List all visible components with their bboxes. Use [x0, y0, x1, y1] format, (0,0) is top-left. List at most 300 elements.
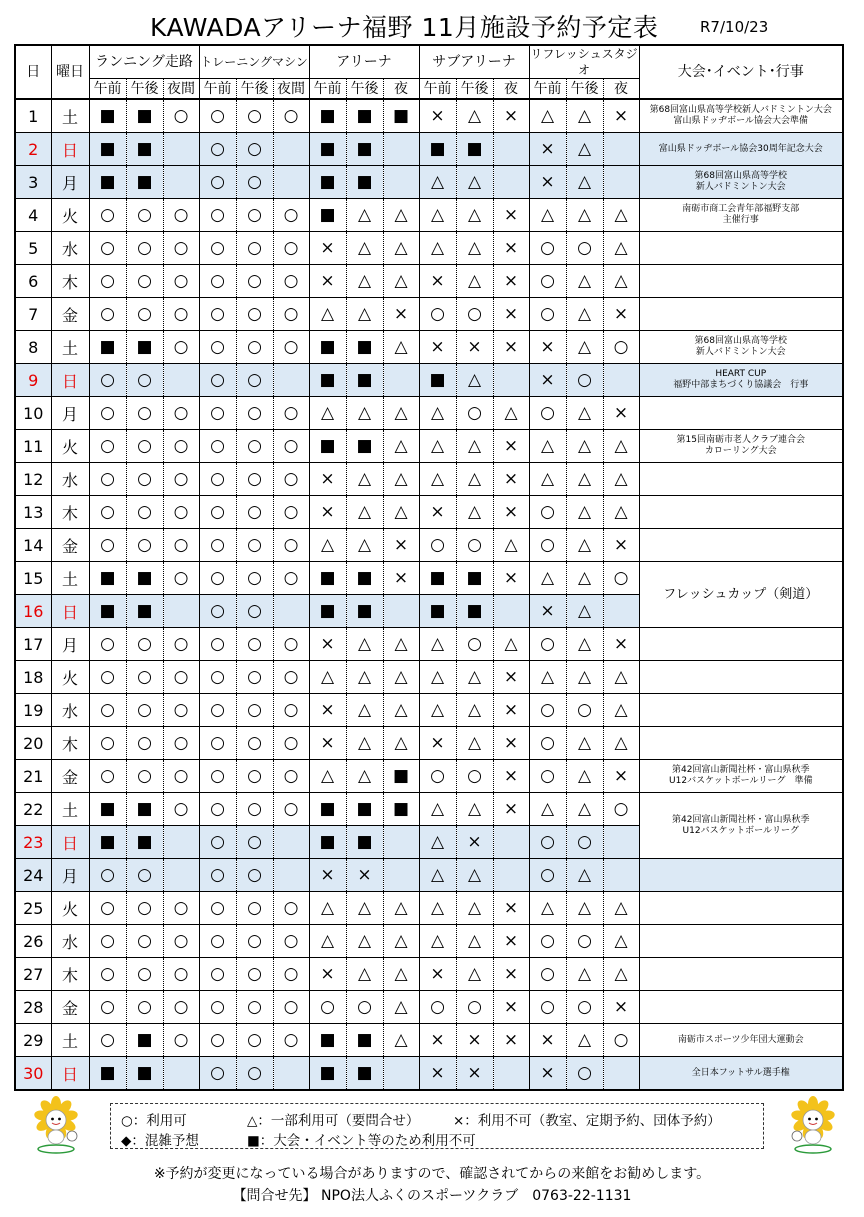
event-cell [639, 496, 843, 529]
availability-cell: ■ [346, 1057, 383, 1091]
weekday: 金 [51, 529, 89, 562]
weekday: 水 [51, 463, 89, 496]
availability-cell: × [493, 199, 529, 232]
table-row [15, 463, 843, 496]
availability-cell: × [603, 298, 639, 331]
table-row [15, 199, 843, 232]
availability-cell: △ [566, 859, 603, 892]
weekday: 火 [51, 661, 89, 694]
availability-cell: × [493, 496, 529, 529]
availability-cell: ○ [456, 298, 493, 331]
availability-cell: ○ [236, 232, 273, 265]
closed-slot [273, 133, 309, 166]
availability-cell: △ [456, 265, 493, 298]
table-row [15, 958, 843, 991]
availability-cell: ○ [236, 958, 273, 991]
availability-cell: ○ [163, 397, 199, 430]
weekday: 日 [51, 1057, 89, 1091]
availability-cell: ○ [89, 265, 126, 298]
availability-cell: ○ [529, 232, 566, 265]
availability-cell: ○ [529, 826, 566, 859]
table-row [15, 628, 843, 661]
availability-cell: ○ [199, 199, 236, 232]
event-header: 大会･イベント･行事 [639, 45, 843, 99]
event-cell [639, 166, 843, 199]
availability-cell: ○ [163, 331, 199, 364]
availability-cell: ○ [163, 958, 199, 991]
table-row [15, 331, 843, 364]
availability-cell: ○ [89, 727, 126, 760]
availability-cell: ■ [346, 331, 383, 364]
availability-cell: △ [603, 496, 639, 529]
event-cell [639, 628, 843, 661]
availability-cell: ■ [346, 562, 383, 595]
day-number: 17 [15, 628, 51, 661]
availability-cell: × [603, 628, 639, 661]
event-cell [639, 430, 843, 463]
availability-cell: △ [383, 331, 419, 364]
availability-cell: ○ [456, 991, 493, 1024]
availability-cell: ○ [566, 826, 603, 859]
availability-cell: ■ [383, 793, 419, 826]
sub-header-0-1: 午後 [126, 79, 163, 100]
group-header-training: トレーニングマシン [199, 45, 309, 79]
weekday: 日 [51, 133, 89, 166]
availability-cell: ○ [163, 529, 199, 562]
availability-cell: ■ [89, 133, 126, 166]
availability-cell: △ [419, 430, 456, 463]
availability-cell: ○ [89, 463, 126, 496]
availability-cell: △ [309, 661, 346, 694]
day-number: 8 [15, 331, 51, 364]
availability-cell: ○ [199, 430, 236, 463]
availability-cell: ○ [163, 99, 199, 133]
availability-cell: × [493, 760, 529, 793]
availability-cell: ○ [236, 925, 273, 958]
availability-cell: △ [456, 958, 493, 991]
availability-cell: △ [346, 958, 383, 991]
availability-cell: ○ [236, 199, 273, 232]
availability-cell: △ [309, 925, 346, 958]
availability-cell: ○ [199, 595, 236, 628]
availability-cell: ■ [89, 562, 126, 595]
availability-cell: ■ [346, 364, 383, 397]
event-cell [639, 793, 843, 859]
availability-cell: ■ [456, 133, 493, 166]
availability-cell: △ [346, 892, 383, 925]
event-text: 全日本フットサル選手権 [691, 1067, 790, 1078]
event-cell [639, 133, 843, 166]
availability-cell: ○ [529, 628, 566, 661]
availability-cell: ○ [273, 397, 309, 430]
availability-cell: ○ [163, 793, 199, 826]
availability-cell: △ [566, 166, 603, 199]
table-row [15, 1024, 843, 1057]
table-row [15, 232, 843, 265]
availability-cell: △ [603, 925, 639, 958]
availability-cell: △ [566, 529, 603, 562]
availability-cell: × [419, 958, 456, 991]
availability-cell: ○ [529, 397, 566, 430]
availability-cell: △ [529, 199, 566, 232]
day-number: 16 [15, 595, 51, 628]
availability-cell: ○ [89, 661, 126, 694]
sub-header-4-1: 午後 [566, 79, 603, 100]
availability-cell: ○ [273, 430, 309, 463]
day-number: 3 [15, 166, 51, 199]
event-cell [639, 232, 843, 265]
availability-cell: × [419, 265, 456, 298]
closed-slot [163, 826, 199, 859]
availability-cell: △ [456, 99, 493, 133]
availability-cell: ■ [126, 793, 163, 826]
availability-cell: ■ [346, 99, 383, 133]
availability-cell: × [493, 661, 529, 694]
availability-cell: ○ [273, 1024, 309, 1057]
weekday: 金 [51, 298, 89, 331]
availability-cell: ○ [529, 859, 566, 892]
availability-cell: ○ [273, 958, 309, 991]
closed-slot [603, 1057, 639, 1091]
day-number: 10 [15, 397, 51, 430]
availability-cell: ■ [126, 1057, 163, 1091]
availability-cell: △ [566, 99, 603, 133]
availability-cell: △ [603, 430, 639, 463]
closed-slot [383, 1057, 419, 1091]
availability-cell: △ [419, 694, 456, 727]
table-row [15, 496, 843, 529]
closed-slot [273, 1057, 309, 1091]
availability-cell: ■ [89, 1057, 126, 1091]
availability-cell: ○ [126, 364, 163, 397]
availability-cell: △ [566, 397, 603, 430]
availability-cell: × [493, 265, 529, 298]
availability-cell: × [493, 892, 529, 925]
availability-cell: △ [566, 793, 603, 826]
closed-slot [603, 364, 639, 397]
availability-cell: ○ [236, 364, 273, 397]
closed-slot [383, 166, 419, 199]
closed-slot [163, 595, 199, 628]
weekday: 木 [51, 265, 89, 298]
event-cell [639, 991, 843, 1024]
availability-cell: ○ [273, 661, 309, 694]
availability-cell: ○ [199, 364, 236, 397]
availability-cell: × [493, 232, 529, 265]
day-number: 6 [15, 265, 51, 298]
availability-cell: × [309, 859, 346, 892]
availability-cell: ○ [236, 892, 273, 925]
event-text: 南砺市商工会青年部福野支部 主催行事 [682, 204, 800, 225]
availability-cell: △ [419, 826, 456, 859]
availability-cell: △ [383, 727, 419, 760]
availability-cell: △ [529, 562, 566, 595]
availability-cell: ○ [236, 1057, 273, 1091]
availability-cell: ○ [126, 232, 163, 265]
availability-cell: ○ [236, 991, 273, 1024]
event-cell [639, 199, 843, 232]
availability-cell: × [309, 628, 346, 661]
availability-cell: ○ [163, 199, 199, 232]
availability-cell: ■ [309, 562, 346, 595]
event-text: フレッシュカップ（剣道） [663, 586, 819, 602]
availability-cell: × [603, 99, 639, 133]
group-header-arena: アリーナ [309, 45, 419, 79]
availability-cell: △ [603, 727, 639, 760]
sub-header-0-0: 午前 [89, 79, 126, 100]
availability-cell: ○ [419, 991, 456, 1024]
event-cell [639, 694, 843, 727]
day-number: 18 [15, 661, 51, 694]
mascot-left-icon [26, 1094, 86, 1156]
availability-cell: × [456, 1024, 493, 1057]
availability-cell: ○ [273, 99, 309, 133]
availability-cell: △ [383, 694, 419, 727]
availability-cell: ○ [163, 496, 199, 529]
closed-slot [493, 859, 529, 892]
availability-cell: ○ [273, 496, 309, 529]
table-row [15, 430, 843, 463]
availability-cell: × [529, 166, 566, 199]
availability-cell: △ [309, 397, 346, 430]
availability-cell: × [419, 331, 456, 364]
availability-cell: ○ [603, 1024, 639, 1057]
closed-slot [493, 364, 529, 397]
weekday: 火 [51, 199, 89, 232]
group-header-studio: リフレッシュスタジオ [530, 47, 638, 77]
availability-cell: △ [383, 925, 419, 958]
availability-cell: ■ [346, 166, 383, 199]
weekday: 土 [51, 1024, 89, 1057]
availability-cell: ○ [456, 397, 493, 430]
closed-slot [383, 133, 419, 166]
availability-cell: △ [419, 661, 456, 694]
closed-slot [603, 595, 639, 628]
availability-cell: ○ [603, 562, 639, 595]
group-header-running: ランニング走路 [89, 45, 199, 79]
availability-cell: ○ [529, 265, 566, 298]
availability-cell: △ [383, 232, 419, 265]
availability-cell: ○ [89, 1024, 126, 1057]
availability-cell: ■ [126, 562, 163, 595]
availability-cell: × [493, 694, 529, 727]
legend-partial: △：一部利用可（要問合せ） [247, 1113, 420, 1129]
availability-cell: ○ [199, 133, 236, 166]
availability-cell: ○ [236, 727, 273, 760]
availability-cell: △ [603, 232, 639, 265]
availability-cell: × [493, 727, 529, 760]
table-row [15, 925, 843, 958]
availability-cell: △ [419, 397, 456, 430]
availability-cell: △ [383, 628, 419, 661]
availability-cell: ■ [89, 793, 126, 826]
availability-cell: ○ [236, 562, 273, 595]
closed-slot [383, 595, 419, 628]
closed-slot [163, 166, 199, 199]
legend-unavailable: ×：利用不可（教室、定期予約、団体予約） [453, 1113, 721, 1129]
availability-cell: △ [419, 793, 456, 826]
availability-cell: ○ [236, 694, 273, 727]
availability-cell: ○ [163, 628, 199, 661]
availability-cell: ○ [419, 760, 456, 793]
day-number: 11 [15, 430, 51, 463]
day-number: 7 [15, 298, 51, 331]
availability-cell: ○ [89, 991, 126, 1024]
closed-slot [163, 133, 199, 166]
event-cell [639, 958, 843, 991]
table-row [15, 562, 843, 595]
mascot-right-icon [783, 1094, 843, 1156]
availability-cell: ○ [419, 529, 456, 562]
availability-cell: ■ [346, 1024, 383, 1057]
weekday: 木 [51, 727, 89, 760]
event-cell [639, 562, 843, 628]
availability-cell: ■ [126, 133, 163, 166]
availability-cell: × [529, 364, 566, 397]
day-number: 24 [15, 859, 51, 892]
table-row [15, 727, 843, 760]
availability-cell: × [529, 1024, 566, 1057]
availability-cell: △ [383, 661, 419, 694]
availability-cell: ○ [603, 793, 639, 826]
closed-slot [273, 595, 309, 628]
table-row [15, 298, 843, 331]
availability-cell: ○ [273, 694, 309, 727]
day-number: 21 [15, 760, 51, 793]
availability-cell: △ [566, 595, 603, 628]
availability-cell: △ [566, 892, 603, 925]
availability-cell: △ [346, 694, 383, 727]
availability-cell: ○ [199, 1057, 236, 1091]
header [0, 8, 864, 42]
availability-cell: × [309, 265, 346, 298]
availability-cell: ○ [126, 859, 163, 892]
closed-slot [383, 859, 419, 892]
availability-cell: ○ [236, 1024, 273, 1057]
availability-cell: ■ [126, 331, 163, 364]
event-cell [639, 298, 843, 331]
day-header: 日 [15, 45, 51, 99]
availability-cell: △ [456, 694, 493, 727]
availability-cell: ○ [199, 958, 236, 991]
closed-slot [273, 826, 309, 859]
availability-cell: ○ [126, 430, 163, 463]
closed-slot [273, 859, 309, 892]
availability-cell: × [493, 298, 529, 331]
availability-cell: ○ [309, 991, 346, 1024]
day-number: 30 [15, 1057, 51, 1091]
availability-cell: ○ [236, 760, 273, 793]
event-cell [639, 463, 843, 496]
availability-cell: × [603, 991, 639, 1024]
availability-cell: ○ [273, 760, 309, 793]
availability-cell: × [493, 1024, 529, 1057]
availability-cell: ○ [273, 265, 309, 298]
table-row [15, 166, 843, 199]
availability-cell: ○ [199, 628, 236, 661]
sub-header-3-0: 午前 [419, 79, 456, 100]
table-row [15, 694, 843, 727]
availability-cell: ■ [126, 99, 163, 133]
availability-cell: ○ [199, 298, 236, 331]
availability-cell: △ [309, 298, 346, 331]
availability-cell: ○ [163, 1024, 199, 1057]
weekday: 木 [51, 958, 89, 991]
table-row [15, 133, 843, 166]
availability-cell: ○ [529, 760, 566, 793]
day-number: 9 [15, 364, 51, 397]
availability-cell: △ [383, 958, 419, 991]
availability-cell: ○ [236, 298, 273, 331]
weekday: 土 [51, 793, 89, 826]
day-number: 13 [15, 496, 51, 529]
availability-cell: ○ [529, 925, 566, 958]
availability-cell: △ [309, 529, 346, 562]
availability-cell: × [493, 331, 529, 364]
availability-cell: × [456, 826, 493, 859]
availability-cell: ○ [566, 232, 603, 265]
availability-cell: ○ [126, 463, 163, 496]
availability-cell: ○ [163, 298, 199, 331]
availability-cell: ○ [89, 892, 126, 925]
day-number: 15 [15, 562, 51, 595]
availability-cell: ■ [309, 133, 346, 166]
closed-slot [493, 826, 529, 859]
weekday: 金 [51, 991, 89, 1024]
event-cell [639, 661, 843, 694]
day-number: 22 [15, 793, 51, 826]
contact-text: 【問合せ先】 NPO法人ふくのスポーツクラブ 0763-22-1131 [232, 1188, 632, 1204]
availability-cell: ○ [89, 694, 126, 727]
weekday: 火 [51, 892, 89, 925]
availability-cell: △ [566, 661, 603, 694]
availability-cell: ○ [126, 958, 163, 991]
availability-cell: △ [383, 463, 419, 496]
event-text: 第68回富山県高等学校 新人バドミントン大会 [694, 171, 787, 192]
closed-slot [603, 859, 639, 892]
availability-cell: ○ [236, 430, 273, 463]
availability-cell: △ [529, 430, 566, 463]
availability-cell: ○ [163, 925, 199, 958]
availability-cell: ○ [199, 496, 236, 529]
availability-cell: ○ [126, 760, 163, 793]
availability-cell: △ [566, 562, 603, 595]
availability-cell: ■ [309, 99, 346, 133]
weekday: 月 [51, 397, 89, 430]
availability-cell: × [419, 1057, 456, 1091]
availability-cell: × [383, 298, 419, 331]
availability-cell: △ [566, 1024, 603, 1057]
weekday: 水 [51, 694, 89, 727]
availability-cell: ○ [126, 991, 163, 1024]
availability-cell: ○ [163, 265, 199, 298]
availability-cell: ○ [529, 529, 566, 562]
availability-cell: △ [419, 859, 456, 892]
availability-cell: × [419, 99, 456, 133]
availability-cell: ○ [126, 925, 163, 958]
availability-cell: ○ [199, 793, 236, 826]
availability-cell: △ [346, 529, 383, 562]
availability-cell: ○ [163, 991, 199, 1024]
table-row [15, 793, 843, 826]
availability-cell: × [603, 529, 639, 562]
availability-cell: ○ [236, 463, 273, 496]
page-title: KAWADAアリーナ福野 11月施設予約予定表 [150, 13, 659, 42]
weekday: 日 [51, 364, 89, 397]
weekday: 日 [51, 826, 89, 859]
availability-cell: ○ [273, 925, 309, 958]
day-number: 19 [15, 694, 51, 727]
